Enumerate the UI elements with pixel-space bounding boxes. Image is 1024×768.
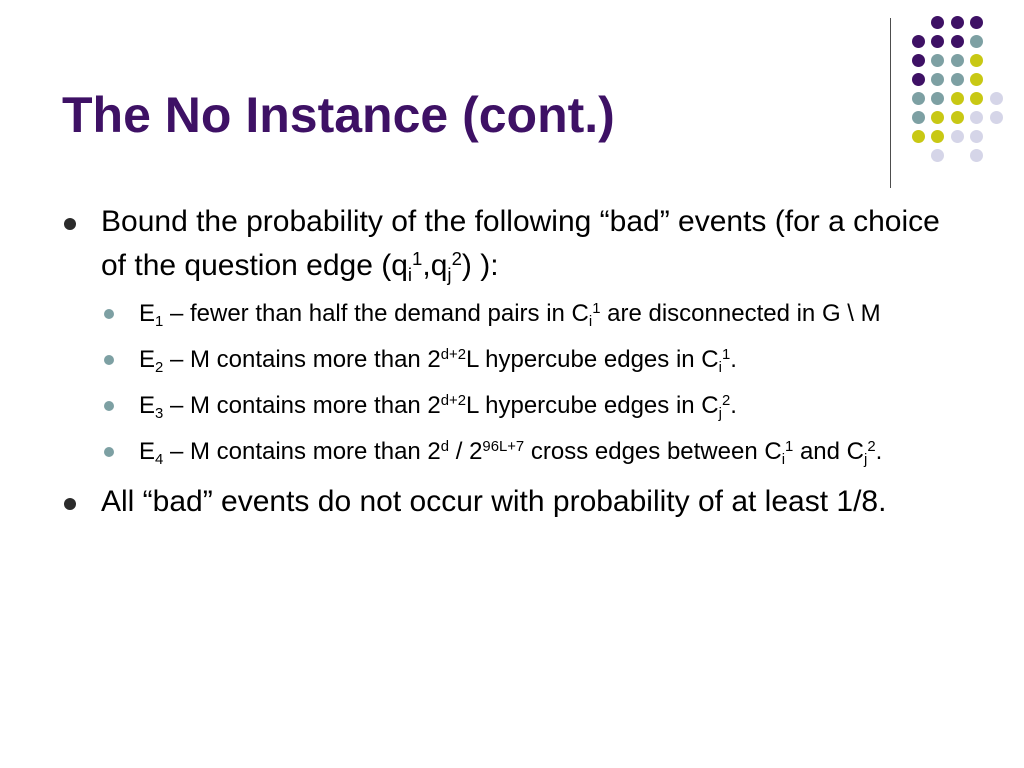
bullet-text: L hypercube edges in C [466,392,719,419]
decorative-dot [912,73,925,86]
decorative-dot [912,130,925,143]
sub-bullet-item-text [139,438,883,468]
bullet-text: – fewer than half the demand pairs in C [163,300,589,327]
bullet-item [62,200,962,288]
sub-bullet-item-text [139,346,737,376]
decorative-dot [931,54,944,67]
bullet-text: E [139,392,156,419]
bullet-text: cross edges between C [524,438,782,465]
decorative-dot [912,54,925,67]
decorative-dot [990,92,1003,105]
sub-bullet-item [62,434,962,470]
sub-bullet-dot-icon [104,447,114,457]
decorative-dot [931,16,944,29]
bullet-text: and C [793,438,864,465]
bullet-text: are disconnected in G \ M [600,300,881,327]
superscript-text: d+2 [440,346,467,363]
subscript-text: j [447,263,452,285]
bullet-text: E [139,438,156,465]
subscript-text: i [718,359,722,376]
bullet-text: All “bad” events do not occur with probability of at least 1/8. [101,485,887,518]
sub-bullet-item [62,342,962,378]
bullet-item-text [101,205,940,285]
subscript-text: i [781,451,785,468]
decorative-dot [970,16,983,29]
bullet-text: . [730,392,737,419]
sub-bullet-item [62,296,962,332]
sub-bullet-list [62,296,962,470]
decorative-dot [931,92,944,105]
decorative-dot [951,16,964,29]
sub-bullet-dot-icon [104,309,114,319]
decorative-dot [970,92,983,105]
subscript-text: 1 [155,313,164,330]
decorative-dot [931,73,944,86]
bullet-text: E [139,300,156,327]
sub-bullet-dot-icon [104,355,114,365]
bullet-text: Bound the probability of the following “bad” events (for a choice of the question edge (q [101,205,940,282]
superscript-text: 2 [867,438,876,455]
subscript-text: j [864,451,868,468]
decorative-dot [931,149,944,162]
sub-bullet-dot-icon [104,401,114,411]
superscript-text: 1 [592,300,601,317]
bullet-item [62,480,962,524]
decorative-dot [931,130,944,143]
subscript-text: i [407,263,413,285]
decorative-dot [931,111,944,124]
superscript-text: 96L+7 [482,438,525,455]
slide-title: The No Instance (cont.) [62,87,615,143]
decorative-dot [970,130,983,143]
bullet-text: . [875,438,883,465]
bullet-dot-icon [64,218,76,230]
decorative-dot [970,73,983,86]
bullet-content [62,200,962,532]
decorative-dot [931,35,944,48]
subscript-text: j [718,405,722,422]
decorative-dot [951,111,964,124]
decorative-dot [951,92,964,105]
decorative-dot [970,35,983,48]
decorative-dot [912,111,925,124]
bullet-text: ) ): [461,249,499,282]
superscript-text: 1 [412,247,423,269]
superscript-text: d+2 [440,392,467,409]
decorative-dot [951,35,964,48]
superscript-text: 1 [721,346,731,363]
sub-bullet-item [62,388,962,424]
sub-bullet-item-text [139,392,737,422]
bullet-text: ,q [422,249,448,282]
decorative-dot [990,111,1003,124]
bullet-text: . [730,346,737,373]
subscript-text: 2 [155,359,164,376]
superscript-text: 2 [721,392,731,409]
bullet-dot-icon [64,498,76,510]
decorative-dot [951,130,964,143]
decorative-dot [970,111,983,124]
decorative-dot [912,92,925,105]
bullet-text: – M contains more than 2 [163,392,441,419]
decorative-dot [912,35,925,48]
superscript-text: 1 [785,438,794,455]
bullet-text: – M contains more than 2 [163,346,441,373]
bullet-text: L hypercube edges in C [466,346,719,373]
decorative-dot [951,54,964,67]
subscript-text: i [588,313,593,330]
decorative-dot [951,73,964,86]
subscript-text: 3 [155,405,164,422]
bullet-text: – M contains more than 2 [163,438,441,465]
bullet-item-text [101,485,886,518]
subscript-text: 4 [155,451,164,468]
title-divider-line [890,18,891,188]
bullet-text: E [139,346,156,373]
sub-bullet-item-text [139,300,881,330]
superscript-text: 2 [451,247,462,269]
bullet-text: / 2 [449,438,483,465]
decorative-dot [970,54,983,67]
decorative-dot [970,149,983,162]
superscript-text: d [440,438,450,455]
